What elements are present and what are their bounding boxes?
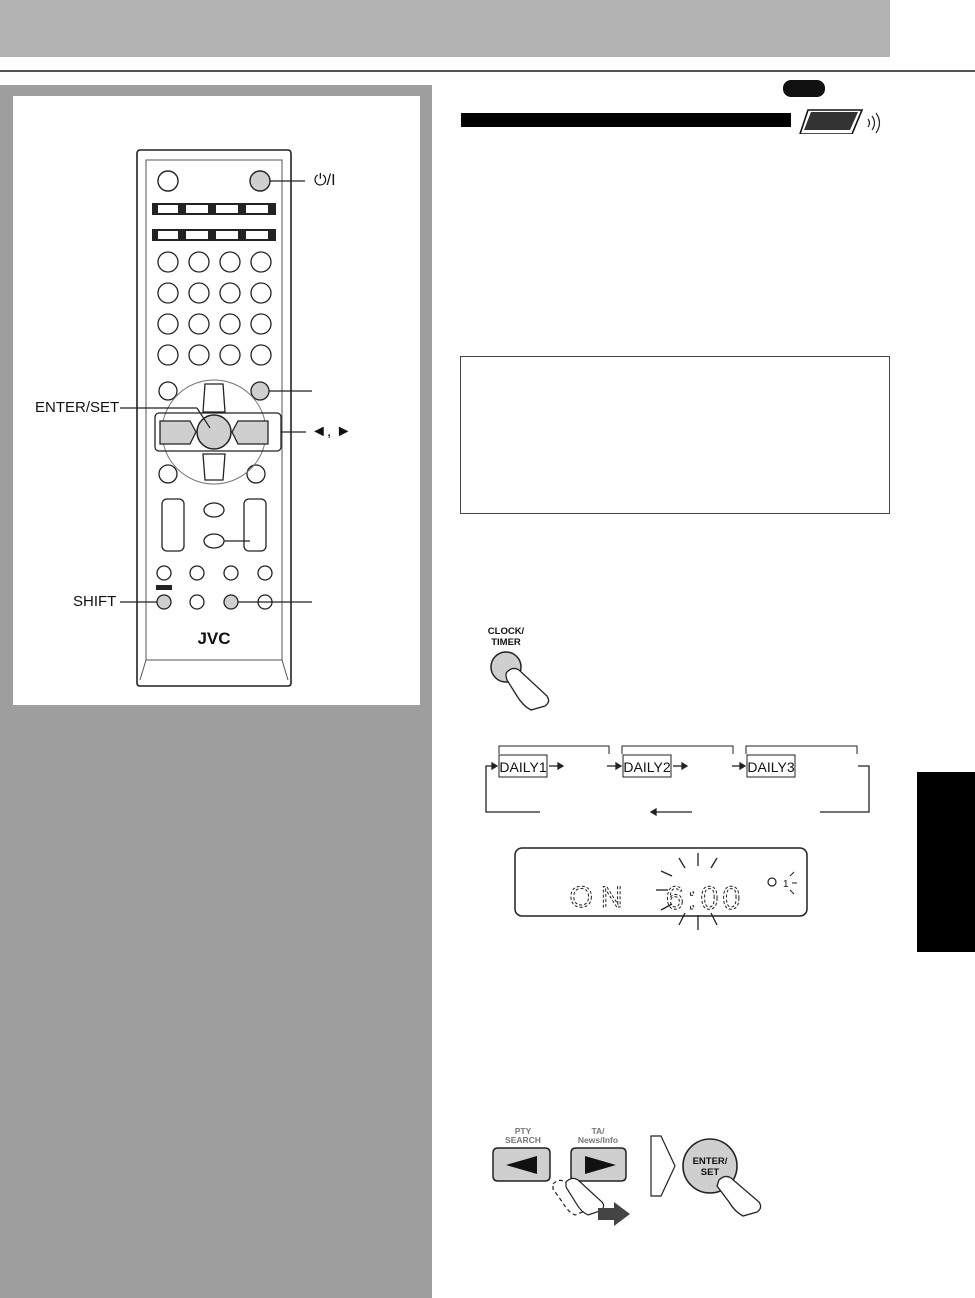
remote-badge-icon [780,78,890,134]
power-label: ⏻/I [314,172,336,189]
remote-number-key [251,252,271,272]
clock-timer-press-illustration [470,620,560,715]
section-side-tab [917,772,975,952]
remote-button [158,171,178,191]
news-info-label: News/Info [577,1135,619,1145]
cycle-item-daily2: DAILY2 [623,759,671,775]
set-label: SET [700,1167,720,1178]
note-box [460,356,890,514]
cycle-item-daily1: DAILY1 [499,759,547,775]
remote-enter-button [197,415,231,449]
remote-number-key [158,345,178,365]
remote-clock-timer-button [251,382,269,400]
timer-cycle-diagram [480,740,875,820]
remote-number-key [158,314,178,334]
remote-number-key [189,252,209,272]
cycle-item-daily3: DAILY3 [747,759,795,775]
ta-label: TA/ [591,1126,605,1136]
pty-label: PTY [514,1126,532,1136]
display-on-text: ON [569,881,631,914]
shift-label: SHIFT [73,593,117,610]
remote-power-button [250,171,270,191]
finger-icon [717,1176,761,1216]
remote-number-key [251,283,271,303]
remote-number-key [158,283,178,303]
timer-indicator-number: 1 [783,879,789,890]
section-title-rule [461,113,791,127]
finger-icon [506,668,549,710]
enter-label: ENTER/ [692,1156,728,1167]
remote-number-key [158,252,178,272]
remote-left-button [160,421,196,444]
remote-right-button [232,421,268,444]
remote-number-key [220,252,240,272]
remote-number-key [251,314,271,334]
time-set-illustration [472,1122,772,1230]
finger-icon [566,1178,604,1215]
clock-timer-label-2: TIMER [491,637,521,648]
remote-number-key [251,345,271,365]
search-label: SEARCH [505,1135,541,1145]
page-header-bar [0,0,890,57]
remote-shift-button [157,595,171,609]
display-illustration [513,845,810,940]
remote-number-key [189,314,209,334]
remote-number-key [189,283,209,303]
arrows-label: ◄, ► [311,423,352,440]
display-time-text: 6:00 [665,880,745,916]
remote-number-key [189,345,209,365]
remote-brand-logo: JVC [197,629,231,648]
clock-timer-label-1: CLOCK/ [487,626,525,637]
enter-set-label: ENTER/SET [35,399,120,416]
remote-number-key [220,283,240,303]
remote-number-key [220,345,240,365]
header-rule [0,70,975,72]
remote-number-key [220,314,240,334]
then-arrow-icon [651,1136,675,1196]
